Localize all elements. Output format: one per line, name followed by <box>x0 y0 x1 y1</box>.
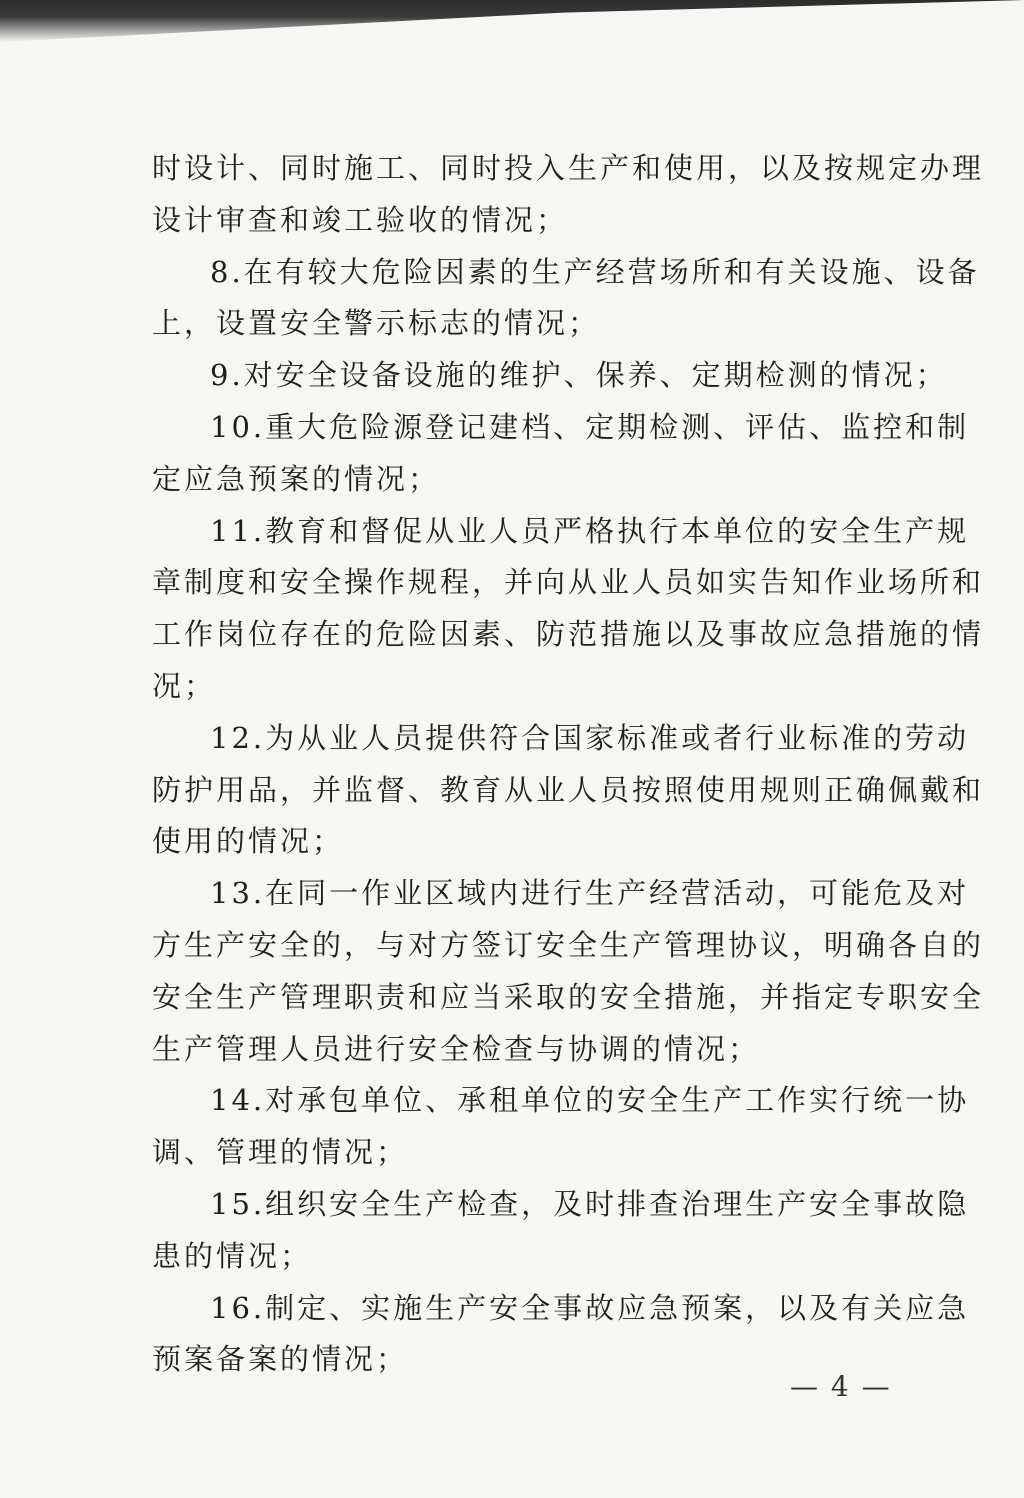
text-line: 14.对承包单位、承租单位的安全生产工作实行统一协 <box>210 1083 970 1118</box>
text-line: 11.教育和督促从业人员严格执行本单位的安全生产规 <box>210 513 970 548</box>
page-number: — 4 — <box>790 1370 892 1403</box>
text-line: 9.对安全设备设施的维护、保养、定期检测的情况； <box>210 358 948 393</box>
text-line: 章制度和安全操作规程，并向从业人员如实告知作业场所和 <box>152 565 985 600</box>
text-line: 使用的情况； <box>152 824 345 859</box>
text-line: 方生产安全的，与对方签订安全生产管理协议，明确各自的 <box>152 927 985 962</box>
text-line: 工作岗位存在的危险因素、防范措施以及事故应急措施的情 <box>152 617 985 652</box>
text-line: 13.在同一作业区域内进行生产经营活动，可能危及对 <box>210 876 970 911</box>
text-line: 10.重大危险源登记建档、定期检测、评估、监控和制 <box>210 409 970 444</box>
text-line: 15.组织安全生产检查，及时排查治理生产安全事故隐 <box>210 1186 970 1221</box>
document-body <box>152 143 985 1386</box>
scan-edge-shadow <box>0 0 1024 42</box>
text-line: 设计审查和竣工验收的情况； <box>152 202 569 237</box>
text-line: 患的情况； <box>152 1238 313 1273</box>
text-line: 时设计、同时施工、同时投入生产和使用，以及按规定办理 <box>152 151 985 185</box>
text-line: 16.制定、实施生产安全事故应急预案，以及有关应急 <box>210 1290 970 1325</box>
text-line: 安全生产管理职责和应当采取的安全措施，并指定专职安全 <box>152 979 985 1014</box>
text-line: 8.在有较大危险因素的生产经营场所和有关设施、设备 <box>210 254 980 289</box>
text-line: 上，设置安全警示标志的情况； <box>152 306 601 341</box>
text-line: 预案备案的情况； <box>152 1342 409 1377</box>
text-line: 调、管理的情况； <box>152 1135 409 1170</box>
text-line: 定应急预案的情况； <box>152 461 441 496</box>
text-line: 12.为从业人员提供符合国家标准或者行业标准的劳动 <box>210 720 970 755</box>
text-line: 生产管理人员进行安全检查与协调的情况； <box>152 1031 761 1066</box>
text-line: 况； <box>152 668 217 703</box>
text-line: 防护用品，并监督、教育从业人员按照使用规则正确佩戴和 <box>152 772 985 807</box>
